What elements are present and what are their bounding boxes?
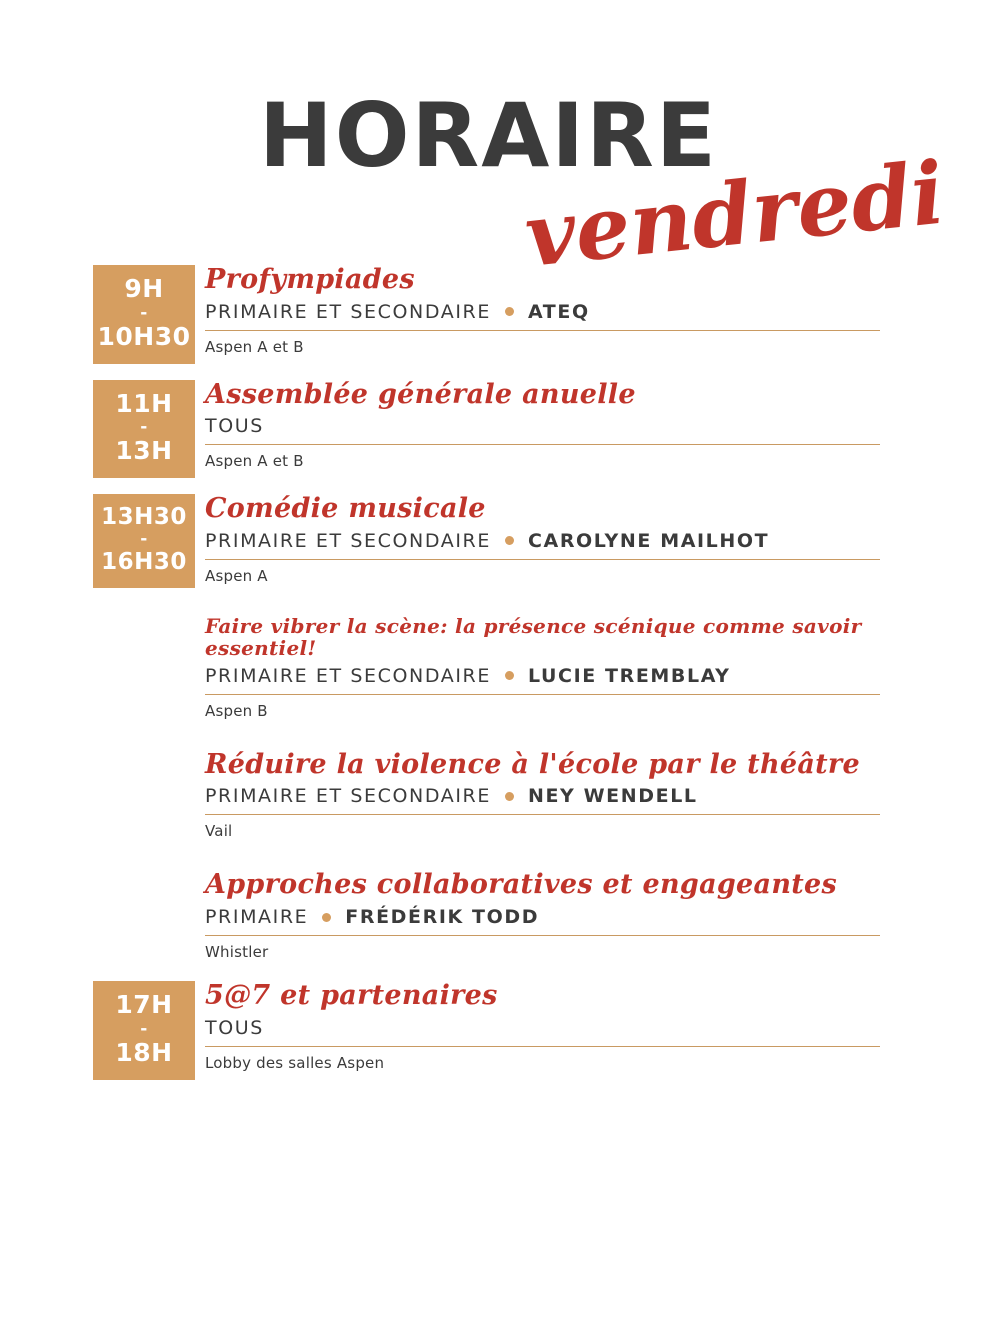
session-group — [205, 265, 990, 360]
time-badge — [93, 380, 195, 479]
time-dash: - — [140, 302, 148, 323]
session-title: 5@7 et partenaires — [205, 980, 498, 1012]
separator-dot-icon — [505, 792, 514, 801]
session-meta — [205, 906, 880, 935]
divider — [205, 1046, 880, 1047]
session-audience: TOUS — [205, 1016, 264, 1039]
session-room: Aspen B — [205, 701, 268, 720]
session-speaker: ATEQ — [527, 300, 590, 323]
session-room: Aspen A et B — [205, 337, 304, 356]
separator-dot-icon — [322, 913, 331, 922]
session-title: Faire vibrer la scène: la présence scénique comme savoir essentiel! — [205, 613, 862, 660]
session-room: Lobby des salles Aspen — [205, 1053, 385, 1072]
time-end: 16H30 — [101, 549, 187, 576]
time-column — [0, 981, 205, 1080]
time-dash: - — [140, 1018, 148, 1039]
session-speaker: NEY WENDELL — [527, 785, 698, 808]
schedule-block — [0, 380, 990, 479]
time-start: 11H — [115, 388, 173, 418]
time-start: 9H — [124, 274, 164, 303]
time-badge — [93, 981, 195, 1080]
time-start: 13H30 — [101, 504, 187, 530]
session-room: Vail — [205, 822, 233, 841]
session-item — [205, 870, 880, 961]
schedule-list — [0, 265, 990, 1080]
time-end: 10H30 — [97, 321, 191, 351]
time-badge — [93, 265, 195, 364]
session-item — [205, 265, 880, 356]
separator-dot-icon — [505, 671, 514, 680]
session-item — [205, 380, 880, 471]
session-title: Assemblée générale anuelle — [205, 378, 636, 410]
time-dash: - — [140, 529, 148, 550]
divider — [205, 694, 880, 695]
session-audience: PRIMAIRE ET SECONDAIRE — [205, 529, 491, 552]
separator-dot-icon — [505, 536, 514, 545]
session-audience: PRIMAIRE ET SECONDAIRE — [205, 300, 491, 323]
time-end: 18H — [115, 1037, 173, 1067]
session-title: Approches collaboratives et engageantes — [205, 869, 838, 901]
session-group — [205, 981, 990, 1076]
session-group — [205, 494, 990, 965]
session-room: Aspen A — [205, 566, 268, 585]
session-meta — [205, 301, 880, 330]
divider — [205, 814, 880, 815]
session-meta — [205, 1017, 880, 1046]
session-speaker: LUCIE TREMBLAY — [527, 664, 731, 687]
divider — [205, 330, 880, 331]
session-title: Comédie musicale — [205, 493, 486, 524]
schedule-block — [0, 981, 990, 1080]
session-meta — [205, 415, 880, 444]
session-speaker: FRÉDÉRIK TODD — [345, 906, 540, 929]
session-room: Whistler — [205, 943, 269, 962]
separator-dot-icon — [505, 307, 514, 316]
session-audience: TOUS — [205, 415, 264, 438]
session-item — [205, 981, 880, 1072]
schedule-block — [0, 265, 990, 364]
session-item — [205, 615, 880, 720]
session-item — [205, 750, 880, 841]
session-item — [205, 494, 880, 585]
session-audience: PRIMAIRE — [205, 906, 309, 929]
session-audience: PRIMAIRE ET SECONDAIRE — [205, 785, 491, 808]
session-title: Réduire la violence à l'école par le théâtre — [205, 748, 860, 780]
session-title: Profympiades — [205, 264, 415, 295]
divider — [205, 444, 880, 445]
time-column — [0, 380, 205, 479]
time-end: 13H — [115, 436, 173, 466]
page-subtitle-day: vendredi — [520, 142, 949, 287]
time-column — [0, 265, 205, 364]
session-group — [205, 380, 990, 475]
session-meta — [205, 785, 880, 814]
session-room: Aspen A et B — [205, 452, 304, 471]
session-audience: PRIMAIRE ET SECONDAIRE — [205, 664, 491, 687]
divider — [205, 935, 880, 936]
session-meta — [205, 530, 880, 559]
session-speaker: CAROLYNE MAILHOT — [527, 529, 770, 552]
divider — [205, 559, 880, 560]
session-meta — [205, 665, 880, 694]
schedule-block — [0, 494, 990, 965]
time-dash: - — [140, 417, 148, 438]
time-badge — [93, 494, 195, 588]
time-start: 17H — [115, 990, 173, 1020]
page-title: HORAIRE — [259, 84, 718, 187]
time-column — [0, 494, 205, 588]
